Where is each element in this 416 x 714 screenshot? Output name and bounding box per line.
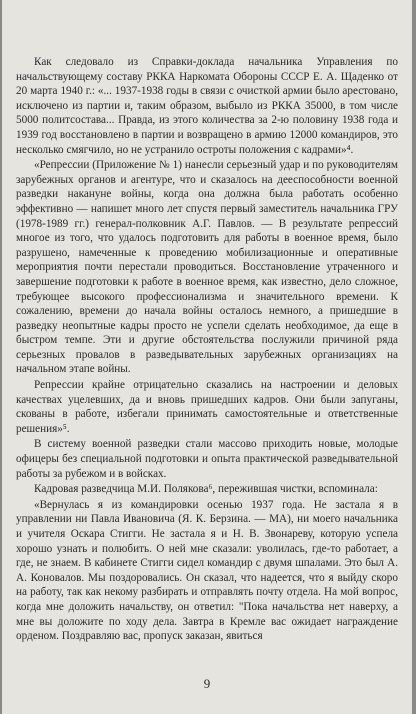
page-number: 9: [203, 676, 211, 691]
paragraph-6: «Вернулась я из командировки осенью 1937 года. Не застала я в управлении ни Павла Ивановича (Я. К. Берзина. — МА), ни моего начальника и учителя Оскара Стигги. Не застала я и Н. В. Звонареву, которую успела хорошо узнать и полюбить. О ней мне сказали: уволилась, где-то работает, а где, не знаем. В кабинете Стигги сидел командир с двумя шпалами. Это был А. А. Коновалов. Мы поздоровались. Он сказал, что надеется, что я выйду скоро на работу, так как некому разбирать и отправлять почту отдела. На мой вопрос, когда мне доложить начальству, он ответил: "Пока начальства нет наверху, а мне вы доложите по ходу дела. Завтра в Кремле вас ожидает награждение орденом. Поздравляю вас, пропуск заказан, явиться: [16, 498, 398, 643]
book-page: [2, 0, 412, 714]
paragraph-3: Репрессии крайне отрицательно сказались на настроении и деловых качествах уцелевших, да и вновь пришедших кадров. Они были запуганы, скованы в работе, избегали принимать самостоятельные и ответственные решения»⁵.: [16, 379, 398, 435]
paragraph-4: В систему военной разведки стали массово приходить новые, молодые офицеры без специальной подготовки и опыта практической разведывательной работы за рубежом и в войсках.: [16, 438, 398, 480]
paragraph-2: «Репрессии (Приложение № 1) нанесли серьезный удар и по руководителям зарубежных органов и агентуре, что и сказалось на дееспособности военной разведки накануне войны, когда она должна была работать особенно эффективно — напишет много лет спустя первый заместитель начальника ГРУ (1978-1989 гг.) генерал-полковник А.Г. Павлов. — В результате репрессий многое из того, что удалось подготовить для работы в военное время, было разрушено, намеченные к проведению мобилизационные и оперативные мероприятия почти перестали проводиться. Восстановление утраченного и завершение подготовки к работе в военное время, как известно, дело сложное, требующее высокого профессионализма и значительного времени. К сожалению, времени до начала войны осталось немного, а пришедшие в разведку неопытные кадры просто не успели сделать необходимое, да еще в быстром темпе. Эти и другие обстоятельства послужили причиной ряда серьезных провалов в разведывательных зарубежных организациях на начальном этапе войны.: [16, 159, 398, 376]
paragraph-1: Как следовало из Справки-доклада начальника Управления по начальствующему составу РККА Наркомата Обороны СССР Е. А. Щаденко от 20 марта 1940 г.: «... 1937-1938 годы в связи с очисткой армии было арестовано, исключено из партии и, таким образом, выбыло из РККА 35000, в том числе 5000 политсостава... Правда, из этого количества за 2-ю половину 1938 года и 1939 год восстановлено в партии и возвращено в армию 12000 командиров, это несколько смягчило, но не устранило остроты положения с кадрами»⁴.: [16, 56, 398, 156]
paragraph-5: Кадровая разведчица М.И. Полякова⁶, пережившая чистки, вспоминала:: [34, 483, 378, 496]
